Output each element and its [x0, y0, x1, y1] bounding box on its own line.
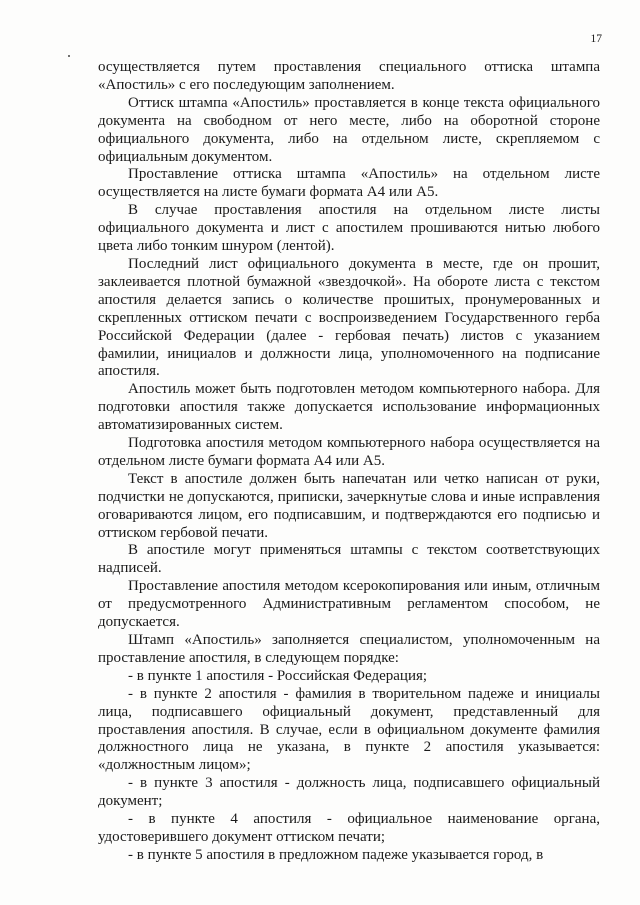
list-item-point-1: - в пункте 1 апостиля - Российская Федерация; [128, 667, 428, 684]
list-item-point-2: - в пункте 2 апостиля - фамилия в творительном падеже и инициалы лица, подписавшего официальный документ, представленный для проставления апостиля. В случае, если в официальном документе фамилия должностного лица не указана, в пункте 2 апостиля указывается: «должностным лицом»; [98, 685, 600, 774]
paragraph-continuation: осуществляется путем проставления специального оттиска штампа «Апостиль» с его последующим заполнением. [98, 59, 600, 93]
paragraph-xerox-forbidden: Проставление апостиля методом ксерокопирования или иным, отличным от предусмотренного Административным регламентом способом, не допускается. [98, 578, 600, 631]
paragraph-computer-preparation: Подготовка апостиля методом компьютерного набора осуществляется на отдельном листе бумаги формата А4 или А5. [98, 435, 600, 469]
paragraph-fill-order: Штамп «Апостиль» заполняется специалистом, уполномоченным на проставление апостиля, в следующем порядке: [98, 632, 600, 666]
list-item-point-5: - в пункте 5 апостиля в предложном падеже указывается город, в [128, 846, 544, 863]
list-item-point-3: - в пункте 3 апостиля - должность лица, подписавшего официальный документ; [98, 775, 600, 810]
page-number: 17 [590, 33, 602, 45]
list-item-point-4: - в пункте 4 апостиля - официальное наименование органа, удостоверившего документ оттиском печати; [98, 811, 600, 845]
scan-speck [68, 55, 70, 57]
document-body [98, 59, 600, 865]
paragraph-last-sheet: Последний лист официального документа в месте, где он прошит, заклеивается плотной бумажной «звездочкой». На обороте листа с текстом апостиля делается запись о количестве прошитых, пронумерованных и скрепленных оттиском печати с воспроизведением Государственного герба Российской Федерации (далее - гербовая печать) листов с указанием фамилии, инициалов и должности лица, уполномоченного на подписание апостиля. [98, 255, 600, 380]
paragraph-stamp-placement: Оттиск штампа «Апостиль» проставляется в конце текста официального документа на свободном от него месте, либо на оборотной стороне официального документа, либо на отдельном листе, скрепляемом с официальным документом. [98, 94, 600, 165]
paragraph-binding: В случае проставления апостиля на отдельном листе листы официального документа и лист с апостилем прошиваются нитью любого цвета либо тонким шнуром (лентой). [98, 202, 600, 255]
paragraph-stamps-allowed: В апостиле могут применяться штампы с текстом соответствующих надписей. [98, 542, 600, 577]
paragraph-separate-sheet: Проставление оттиска штампа «Апостиль» на отдельном листе осуществляется на листе бумаги формата А4 или А5. [98, 166, 600, 201]
paragraph-text-requirements: Текст в апостиле должен быть напечатан или четко написан от руки, подчистки не допускаются, приписки, зачеркнутые слова и иные исправления оговариваются лицом, его подписавшим, и подтверждаются его подписью и оттиском гербовой печати. [98, 470, 600, 541]
paragraph-computer-typing: Апостиль может быть подготовлен методом компьютерного набора. Для подготовки апостиля также допускается использование информационных автоматизированных систем. [98, 381, 600, 434]
